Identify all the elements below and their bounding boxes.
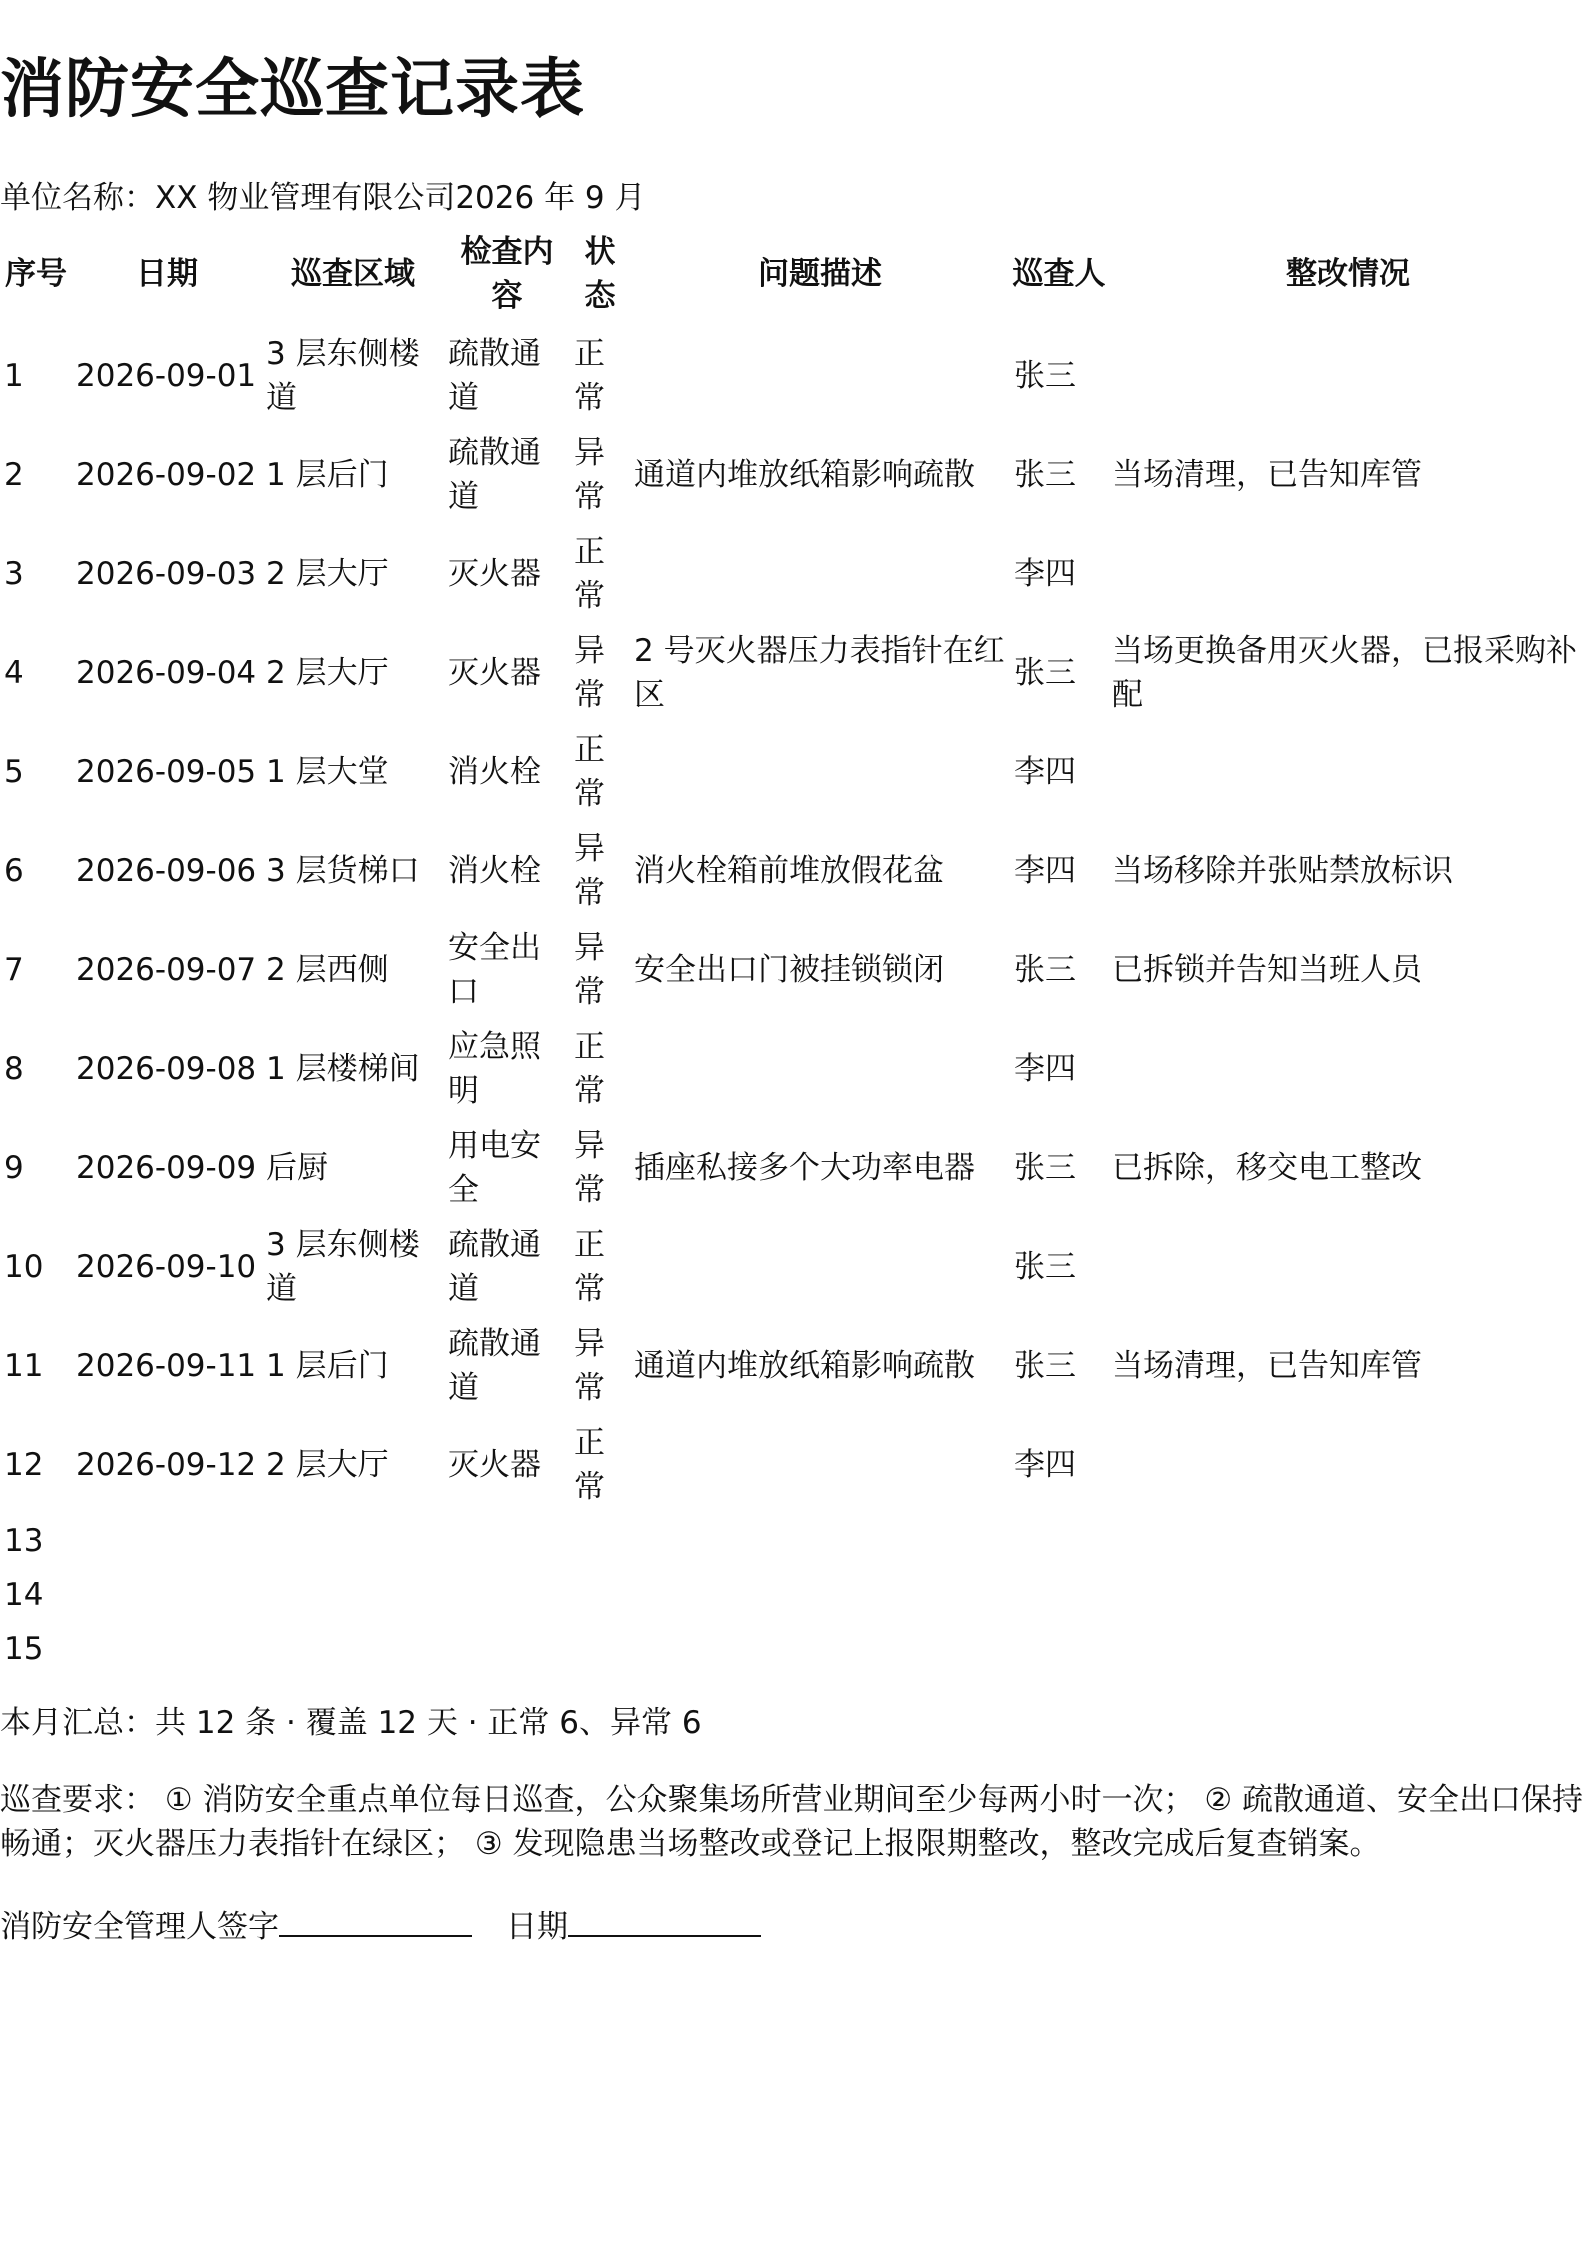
cell-area: 2 层大厅 <box>266 555 389 592</box>
cell-inspector: 李四 <box>1014 555 1076 592</box>
cell-no: 1 <box>4 357 24 394</box>
cell-area <box>262 1622 444 1676</box>
cell-item: 用电安全 <box>448 1127 541 1208</box>
cell-fix <box>1108 1568 1588 1622</box>
cell-status: 异常 <box>574 1325 605 1406</box>
cell-area: 3 层东侧楼道 <box>266 335 420 416</box>
cell-inspector: 李四 <box>1014 852 1076 889</box>
cell-item: 疏散通道 <box>448 1325 541 1406</box>
cell-area: 2 层西侧 <box>266 951 389 988</box>
cell-fix: 当场清理，已告知库管 <box>1112 456 1422 493</box>
cell-inspector: 张三 <box>1014 1248 1076 1285</box>
cell-inspector <box>1010 1622 1108 1676</box>
cell-issue <box>630 1514 1010 1568</box>
cell-issue: 通道内堆放纸箱影响疏散 <box>634 456 975 493</box>
cell-status: 正常 <box>574 1226 605 1307</box>
cell-no: 9 <box>4 1149 24 1186</box>
header-no: 序号 <box>5 256 67 292</box>
cell-status: 正常 <box>574 1028 605 1109</box>
cell-status: 异常 <box>574 830 605 911</box>
patrol-record-table <box>0 226 1588 1676</box>
cell-item <box>444 1622 570 1676</box>
cell-no: 4 <box>4 654 24 691</box>
cell-fix: 当场移除并张贴禁放标识 <box>1112 852 1453 889</box>
cell-item: 应急照明 <box>448 1028 541 1109</box>
cell-inspector <box>1010 1514 1108 1568</box>
cell-date <box>72 1514 262 1568</box>
cell-status <box>570 1514 630 1568</box>
table-row <box>0 722 1588 821</box>
cell-item: 疏散通道 <box>448 1226 541 1307</box>
cell-issue <box>630 1217 1010 1316</box>
cell-no: 7 <box>4 951 24 988</box>
cell-area: 后厨 <box>266 1149 328 1186</box>
cell-inspector: 李四 <box>1014 1050 1076 1087</box>
signature-date-label: 日期 <box>506 1909 568 1945</box>
cell-status: 异常 <box>574 434 605 515</box>
cell-fix: 当场更换备用灭火器，已报采购补配 <box>1112 632 1577 713</box>
cell-date: 2026-09-07 <box>76 951 257 988</box>
cell-fix <box>1108 722 1588 821</box>
empty-table-row <box>0 1568 1588 1622</box>
cell-date <box>72 1622 262 1676</box>
cell-issue <box>630 524 1010 623</box>
empty-table-row <box>0 1514 1588 1568</box>
table-row <box>0 1415 1588 1514</box>
cell-no: 10 <box>4 1248 44 1285</box>
cell-no: 8 <box>4 1050 24 1087</box>
cell-issue <box>630 1568 1010 1622</box>
header-date: 日期 <box>136 256 198 292</box>
table-row <box>0 1217 1588 1316</box>
cell-date: 2026-09-12 <box>76 1446 257 1483</box>
table-row <box>0 1316 1588 1415</box>
cell-fix <box>1108 326 1588 425</box>
cell-fix: 已拆锁并告知当班人员 <box>1112 951 1422 988</box>
cell-item: 消火栓 <box>448 852 541 889</box>
cell-fix <box>1108 524 1588 623</box>
header-area: 巡查区域 <box>291 256 415 292</box>
cell-fix: 当场清理，已告知库管 <box>1112 1347 1422 1384</box>
cell-issue: 2 号灭火器压力表指针在红区 <box>634 632 1005 713</box>
page-title: 消防安全巡查记录表 <box>0 53 585 127</box>
cell-no: 13 <box>4 1523 44 1559</box>
table-body <box>0 326 1588 1676</box>
cell-date: 2026-09-11 <box>76 1347 257 1384</box>
cell-date: 2026-09-10 <box>76 1248 257 1285</box>
cell-item: 灭火器 <box>448 1446 541 1483</box>
table-row <box>0 920 1588 1019</box>
cell-status: 异常 <box>574 929 605 1010</box>
header-item: 检查内容 <box>460 234 554 314</box>
cell-issue: 插座私接多个大功率电器 <box>634 1149 975 1186</box>
cell-inspector: 张三 <box>1014 1347 1076 1384</box>
cell-issue: 消火栓箱前堆放假花盆 <box>634 852 944 889</box>
cell-date <box>72 1568 262 1622</box>
cell-status: 正常 <box>574 335 605 416</box>
table-row <box>0 623 1588 722</box>
cell-status: 正常 <box>574 1424 605 1505</box>
cell-date: 2026-09-02 <box>76 456 257 493</box>
cell-inspector: 李四 <box>1014 1446 1076 1483</box>
cell-status: 正常 <box>574 533 605 614</box>
cell-fix <box>1108 1415 1588 1514</box>
cell-area: 1 层后门 <box>266 456 389 493</box>
signature-line <box>0 1901 761 1949</box>
cell-item: 安全出口 <box>448 929 541 1010</box>
cell-area: 3 层货梯口 <box>266 852 420 889</box>
cell-date: 2026-09-08 <box>76 1050 257 1087</box>
cell-area: 2 层大厅 <box>266 654 389 691</box>
patrol-requirements: 巡查要求： ① 消防安全重点单位每日巡查，公众聚集场所营业期间至少每两小时一次； ② 疏散通道、安全出口保持畅通；灭火器压力表指针在绿区； ③ 发现隐患当场整改或登记上报限期整改，整改完成后复查销案。 <box>0 1782 1583 1862</box>
cell-fix <box>1108 1019 1588 1118</box>
cell-inspector <box>1010 1568 1108 1622</box>
cell-fix <box>1108 1217 1588 1316</box>
cell-item: 疏散通道 <box>448 434 541 515</box>
cell-area: 1 层楼梯间 <box>266 1050 420 1087</box>
cell-item <box>444 1568 570 1622</box>
signature-date-blank[interactable] <box>568 1901 761 1937</box>
cell-item <box>444 1514 570 1568</box>
cell-no: 3 <box>4 555 24 592</box>
cell-issue <box>630 1415 1010 1514</box>
monthly-summary: 本月汇总：共 12 条 · 覆盖 12 天 · 正常 6、异常 6 <box>0 1705 702 1741</box>
manager-signature-label: 消防安全管理人签字 <box>0 1909 279 1945</box>
table-row <box>0 1118 1588 1217</box>
cell-no: 14 <box>4 1577 44 1613</box>
header-inspector: 巡查人 <box>1012 256 1106 292</box>
cell-status <box>570 1568 630 1622</box>
table-row <box>0 821 1588 920</box>
cell-issue <box>630 722 1010 821</box>
unit-info: 单位名称：XX 物业管理有限公司2026 年 9 月 <box>0 180 646 216</box>
cell-area <box>262 1568 444 1622</box>
cell-inspector: 李四 <box>1014 753 1076 790</box>
manager-signature-blank[interactable] <box>279 1901 472 1937</box>
cell-item: 消火栓 <box>448 753 541 790</box>
cell-inspector: 张三 <box>1014 357 1076 394</box>
cell-area: 1 层后门 <box>266 1347 389 1384</box>
empty-table-row <box>0 1622 1588 1676</box>
cell-area: 3 层东侧楼道 <box>266 1226 420 1307</box>
cell-date: 2026-09-01 <box>76 357 257 394</box>
cell-fix <box>1108 1514 1588 1568</box>
cell-inspector: 张三 <box>1014 654 1076 691</box>
cell-no: 15 <box>4 1631 44 1667</box>
cell-issue <box>630 326 1010 425</box>
cell-date: 2026-09-05 <box>76 753 257 790</box>
cell-date: 2026-09-04 <box>76 654 257 691</box>
cell-no: 2 <box>4 456 24 493</box>
cell-inspector: 张三 <box>1014 456 1076 493</box>
cell-item: 疏散通道 <box>448 335 541 416</box>
cell-date: 2026-09-03 <box>76 555 257 592</box>
cell-issue: 安全出口门被挂锁锁闭 <box>634 951 944 988</box>
cell-status: 正常 <box>574 731 605 812</box>
cell-item: 灭火器 <box>448 555 541 592</box>
table-row <box>0 524 1588 623</box>
cell-issue <box>630 1622 1010 1676</box>
table-row <box>0 425 1588 524</box>
cell-no: 11 <box>4 1347 44 1384</box>
table-row <box>0 326 1588 425</box>
header-issue: 问题描述 <box>758 256 882 292</box>
cell-date: 2026-09-06 <box>76 852 257 889</box>
table-row <box>0 1019 1588 1118</box>
cell-status <box>570 1622 630 1676</box>
cell-item: 灭火器 <box>448 654 541 691</box>
cell-status: 异常 <box>574 632 605 713</box>
header-status: 状态 <box>584 234 616 314</box>
cell-inspector: 张三 <box>1014 951 1076 988</box>
header-fix: 整改情况 <box>1286 256 1410 292</box>
cell-area: 2 层大厅 <box>266 1446 389 1483</box>
cell-fix <box>1108 1622 1588 1676</box>
table-header-row <box>0 226 1588 326</box>
cell-status: 异常 <box>574 1127 605 1208</box>
cell-date: 2026-09-09 <box>76 1149 257 1186</box>
cell-area <box>262 1514 444 1568</box>
cell-issue: 通道内堆放纸箱影响疏散 <box>634 1347 975 1384</box>
cell-fix: 已拆除，移交电工整改 <box>1112 1149 1422 1186</box>
cell-no: 12 <box>4 1446 44 1483</box>
cell-issue <box>630 1019 1010 1118</box>
cell-inspector: 张三 <box>1014 1149 1076 1186</box>
cell-no: 6 <box>4 852 24 889</box>
cell-area: 1 层大堂 <box>266 753 389 790</box>
cell-no: 5 <box>4 753 24 790</box>
